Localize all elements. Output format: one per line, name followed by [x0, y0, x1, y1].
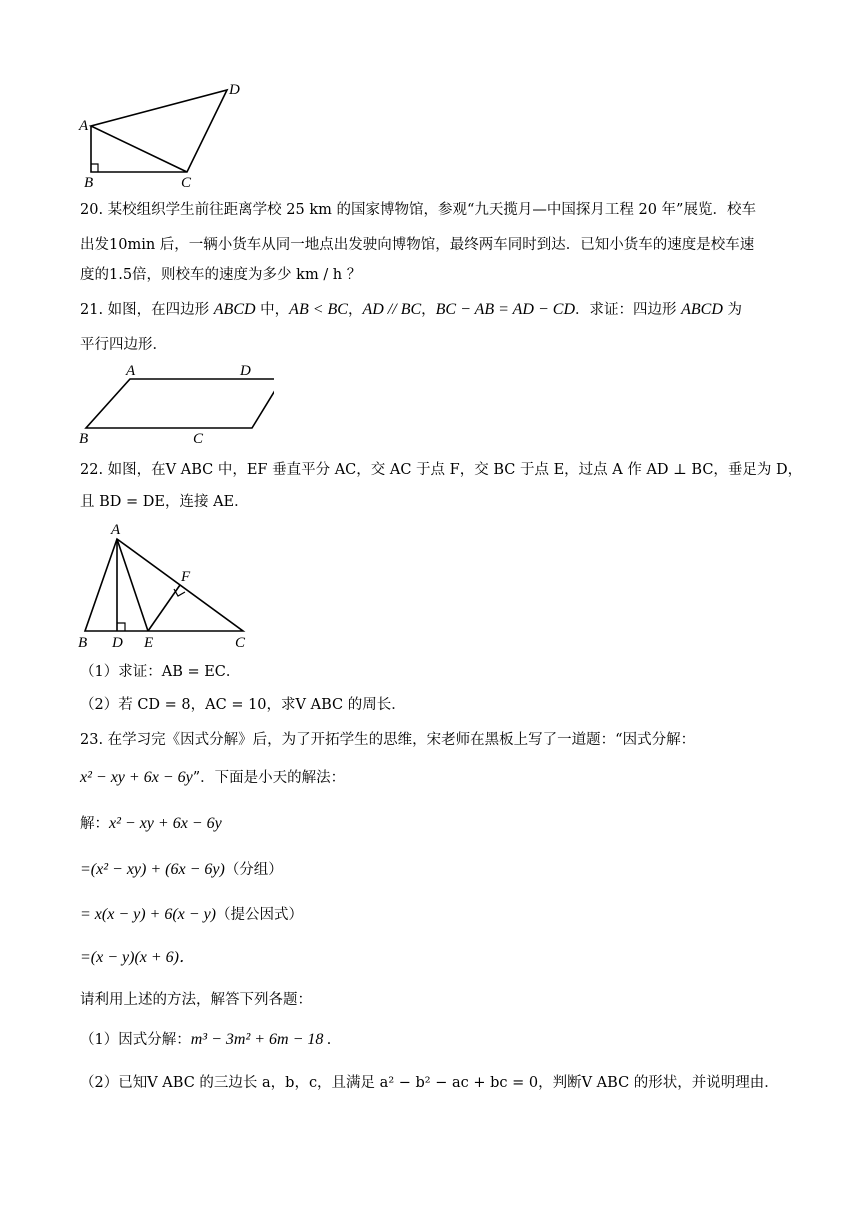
math: =(x − y)(x + 6)． [80, 949, 196, 966]
math: =(x² − xy) + (6x − 6y) [80, 861, 225, 878]
problem-22-line-2: 且 BD = DE，连接 AE． [80, 494, 249, 510]
vertex-label-d: D [240, 363, 251, 379]
text: 为 [722, 302, 742, 318]
vertex-label-b: B [78, 635, 88, 651]
math: ABCD [213, 301, 256, 318]
vertex-label-a: A [79, 118, 89, 134]
math: BC − AB = AD − CD [435, 301, 575, 318]
problem-23-line-1: 23. 在学习完《因式分解》后，为了开拓学生的思维，宋老师在黑板上写了一道题：“因式分解： [80, 732, 696, 748]
vertex-label-d: D [112, 635, 123, 651]
math: x² − xy + 6x − 6y [80, 769, 193, 786]
problem-23-line-2 [80, 768, 345, 788]
text: 21. 如图，在四边形 [80, 302, 214, 318]
math: AB < BC [289, 301, 348, 318]
figure-triangle-abc-22 [75, 520, 255, 652]
vertex-label-c: C [181, 175, 192, 190]
vertex-label-b: B [79, 431, 89, 446]
vertex-label-f: F [181, 569, 191, 585]
math: ABCD [681, 301, 723, 318]
problem-22-line-1: 22. 如图，在V ABC 中，EF 垂直平分 AC，交 AC 于点 F，交 BC 于点 E，过点 A 作 AD ⊥ BC，垂足为 D， [80, 462, 803, 478]
problem-22-question-2: （2）若 CD = 8，AC = 10，求V ABC 的周长． [80, 697, 406, 713]
solution-line-2 [80, 905, 303, 925]
text: ， [421, 302, 436, 318]
text: ， [347, 302, 363, 318]
math: = x(x − y) + 6(x − y) [80, 906, 217, 923]
problem-20-line-2: 出发10min 后，一辆小货车从同一地点出发驶向博物馆，最终两车同时到达．已知小货车的速度是校车速 [80, 237, 755, 253]
vertex-label-c: C [235, 635, 246, 651]
problem-20-line-3: 度的1.5倍，则校车的速度为多少 km / h ？ [80, 267, 362, 283]
text: （1）因式分解： [80, 1032, 191, 1048]
instruction: 请利用上述的方法，解答下列各题： [80, 992, 312, 1008]
math: AD // BC [362, 301, 422, 318]
solution-label: 解： [80, 816, 109, 832]
problem-23-question-1 [80, 1030, 331, 1050]
problem-23-question-2: （2）已知V ABC 的三边长 a，b，c，且满足 a² − b² − ac + bc = 0，判断V ABC 的形状，并说明理由． [80, 1075, 779, 1091]
math: m³ − 3m² + 6m − 18 . [190, 1031, 332, 1048]
problem-21-line-2: 平行四边形． [80, 337, 167, 353]
vertex-label-c: C [193, 431, 204, 446]
vertex-label-a: A [126, 363, 136, 379]
vertex-label-e: E [144, 635, 154, 651]
text: 中， [255, 302, 290, 318]
solution-line-3 [80, 948, 195, 968]
vertex-label-d: D [229, 82, 240, 98]
vertex-label-b: B [84, 175, 94, 190]
note: （提公因式） [216, 907, 304, 923]
text: ．求证：四边形 [575, 302, 682, 318]
figure-parallelogram-21 [74, 362, 274, 446]
text: ”．下面是小天的解法： [192, 770, 346, 786]
problem-22-question-1: （1）求证：AB = EC． [80, 664, 241, 680]
math: x² − xy + 6x − 6y [109, 815, 222, 832]
problem-21-line-1 [80, 300, 742, 320]
problem-20-line-1: 20. 某校组织学生前往距离学校 25 km 的国家博物馆，参观“九天揽月—中国探月工程 20 年”展览．校车 [80, 202, 756, 218]
vertex-label-a: A [111, 522, 121, 538]
solution-line-1 [80, 860, 283, 880]
note: （分组） [224, 862, 283, 878]
solution-line-0 [80, 814, 222, 834]
figure-quadrilateral-abcd-19 [75, 80, 265, 190]
